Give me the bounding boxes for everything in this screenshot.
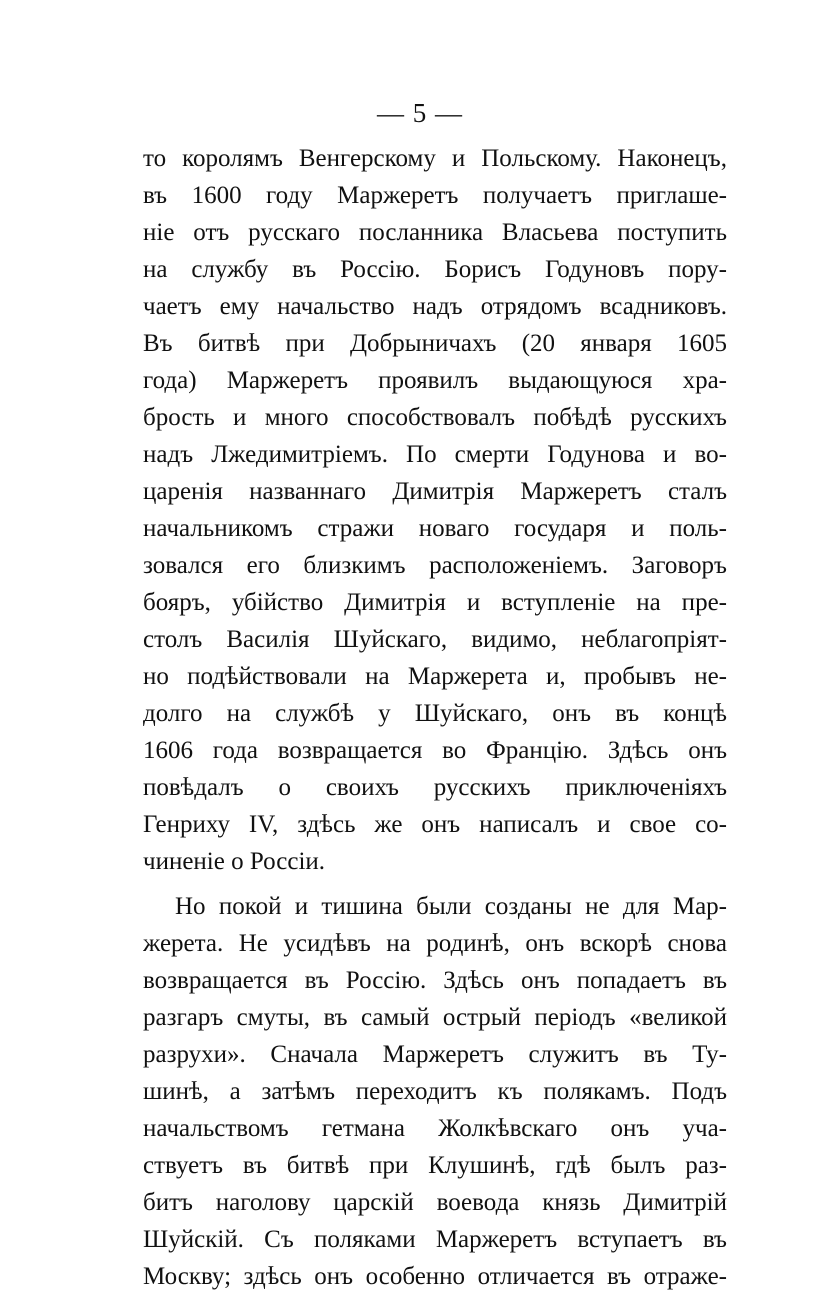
text-line: надъ Лжедимитріемъ. По смерти Годунова и во- (143, 441, 727, 468)
text-line: столъ Василія Шуйскаго, видимо, неблагопріят- (143, 626, 727, 653)
text-line: 1606 года возвращается во Францію. Здѣсь онъ (143, 737, 727, 764)
text-line: начальствомъ гетмана Жолкѣвскаго онъ уча- (143, 1115, 727, 1142)
text-line: Въ битвѣ при Добрыничахъ (20 января 1605 (143, 330, 727, 357)
text-line: Генриху IV, здѣсь же онъ написалъ и свое со- (143, 811, 727, 838)
text-line: ніе отъ русскаго посланника Власьева поступить (143, 219, 727, 246)
text-line: Шуйскій. Съ поляками Маржеретъ вступаетъ въ (143, 1226, 727, 1253)
text-line: брость и много способствовалъ побѣдѣ русскихъ (143, 404, 727, 431)
text-line: жерета. Не усидѣвъ на родинѣ, онъ вскорѣ снова (143, 930, 727, 957)
text-line: разрухи». Сначала Маржеретъ служитъ въ Ту- (143, 1041, 727, 1068)
text-line: царенія названнаго Димитрія Маржеретъ сталъ (143, 478, 727, 505)
text-line: шинѣ, а затѣмъ переходитъ къ полякамъ. Подъ (143, 1078, 727, 1105)
paragraph-2 (143, 888, 727, 1295)
text-line: долго на службѣ у Шуйскаго, онъ въ концѣ (143, 700, 727, 727)
text-line: битъ наголову царскій воевода князь Димитрій (143, 1189, 727, 1216)
text-line: возвращается въ Россію. Здѣсь онъ попадаетъ въ (143, 967, 727, 994)
text-line: начальникомъ стражи новаго государя и поль- (143, 515, 727, 542)
text-line: повѣдалъ о своихъ русскихъ приключеніяхъ (143, 774, 727, 801)
text-line: но подѣйствовали на Маржерета и, пробывъ не- (143, 663, 727, 690)
text-line: года) Маржеретъ проявилъ выдающуюся хра- (143, 367, 727, 394)
body-text (143, 140, 727, 1295)
text-line: чаетъ ему начальство надъ отрядомъ всадниковъ. (143, 293, 727, 320)
text-line: разгаръ смуты, въ самый острый періодъ «великой (143, 1004, 727, 1031)
text-line: Москву; здѣсь онъ особенно отличается въ отраже- (143, 1263, 727, 1290)
paragraph-1 (143, 140, 727, 880)
text-line: зовался его близкимъ расположеніемъ. Заговоръ (143, 552, 727, 579)
text-line: ствуетъ въ битвѣ при Клушинѣ, гдѣ былъ раз- (143, 1152, 727, 1179)
text-line: то королямъ Венгерскому и Польскому. Наконецъ, (143, 145, 727, 172)
paragraph-gap (143, 880, 727, 888)
text-line: бояръ, убійство Димитрія и вступленіе на пре- (143, 589, 727, 616)
text-line: на службу въ Россію. Борисъ Годуновъ пору- (143, 256, 727, 283)
text-line: чиненіе о Россіи. (143, 848, 326, 875)
text-line: Но покой и тишина были созданы не для Мар- (175, 893, 727, 920)
text-line: въ 1600 году Маржеретъ получаетъ приглаше- (143, 182, 727, 209)
page-number: — 5 — (377, 98, 463, 128)
